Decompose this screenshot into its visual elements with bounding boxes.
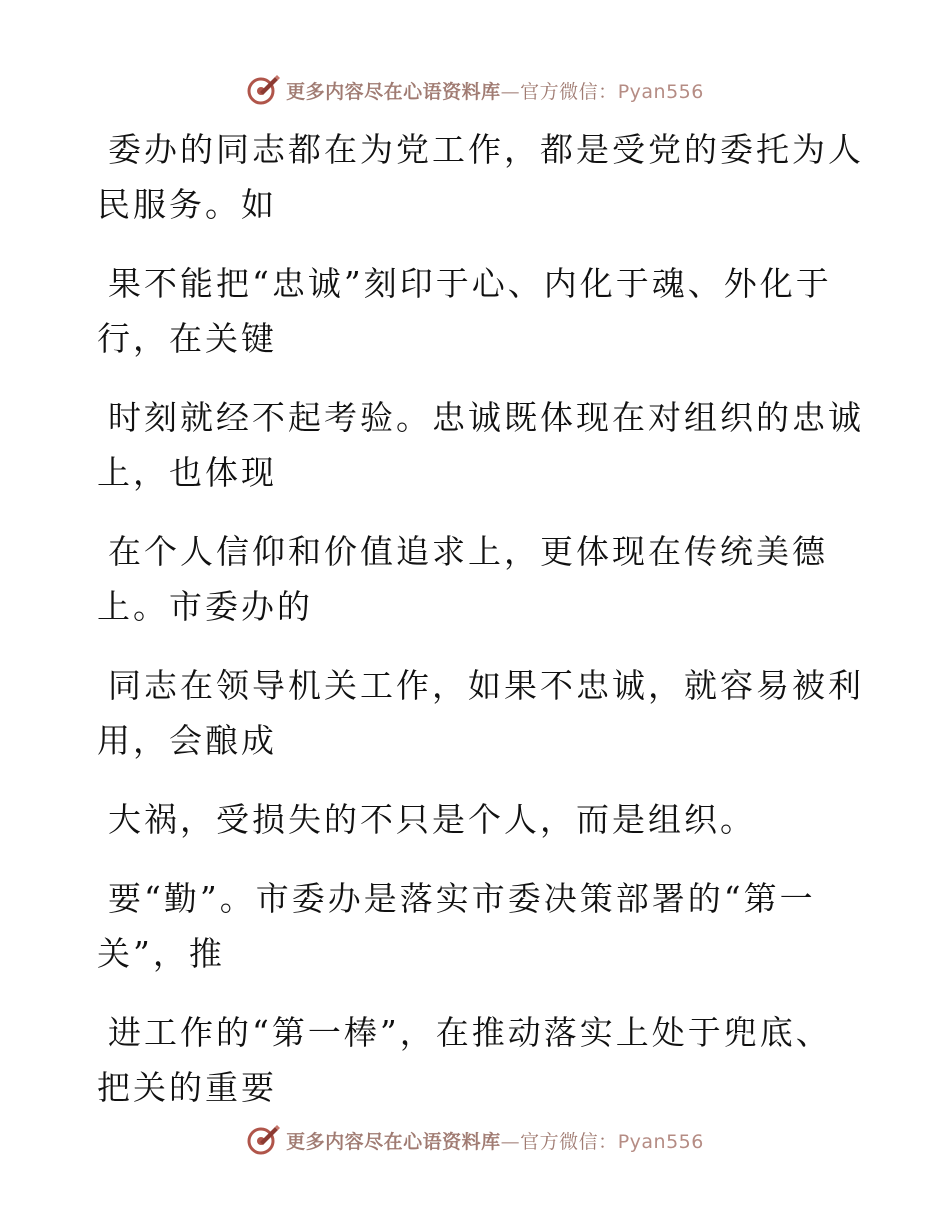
header-banner-text [286,77,704,104]
pen-circle-logo-icon [246,73,280,107]
header-slogan: 更多内容尽在心语资料库 [286,80,501,103]
paragraph-line: 进工作的“第一棒”，在推动落实上处于兜底、 [108,1013,832,1052]
paragraph-line: 把关的重要 [97,1068,277,1107]
header-wechat-id: Pyan556 [617,80,704,103]
paragraph-line: 用，会酿成 [97,721,277,760]
header-wechat-label: 官方微信： [520,80,618,103]
paragraph-line: 时刻就经不起考验。忠诚既体现在对组织的忠诚 [108,398,864,437]
paragraph-line: 行，在关键 [97,319,277,358]
paragraph-line: 果不能把“忠诚”刻印于心、内化于魂、外化于 [108,264,832,303]
paragraph [97,658,864,768]
paragraph [97,1005,857,1115]
paragraph [97,871,857,981]
footer-slogan: 更多内容尽在心语资料库 [286,1130,501,1153]
paragraph [97,524,857,634]
paragraph [97,792,857,847]
pen-circle-logo-icon [246,1123,280,1157]
paragraph [97,390,864,500]
paragraph-line: 大祸，受损失的不只是个人，而是组织。 [108,800,756,839]
header-separator: — [500,80,521,103]
footer-separator: — [500,1130,521,1153]
header-banner [0,70,950,110]
paragraph-line: 上。市委办的 [97,587,313,626]
paragraph-line: 上，也体现 [97,453,277,492]
paragraph-line: 在个人信仰和价值追求上，更体现在传统美德 [108,532,828,571]
paragraph-line: 关”，推 [97,934,225,973]
footer-banner-text [286,1127,704,1154]
footer-wechat-label: 官方微信： [520,1130,618,1153]
paragraph-line: 同志在领导机关工作，如果不忠诚，就容易被利 [108,666,864,705]
paragraph-line: 民服务。如 [97,185,277,224]
paragraph [97,256,857,366]
document-body [97,122,864,1139]
footer-wechat-id: Pyan556 [617,1130,704,1153]
paragraph [97,122,864,232]
paragraph-line: 要“勤”。市委办是落实市委决策部署的“第一 [108,879,816,918]
footer-banner [0,1120,950,1160]
paragraph-line: 委办的同志都在为党工作，都是受党的委托为人 [108,130,864,169]
